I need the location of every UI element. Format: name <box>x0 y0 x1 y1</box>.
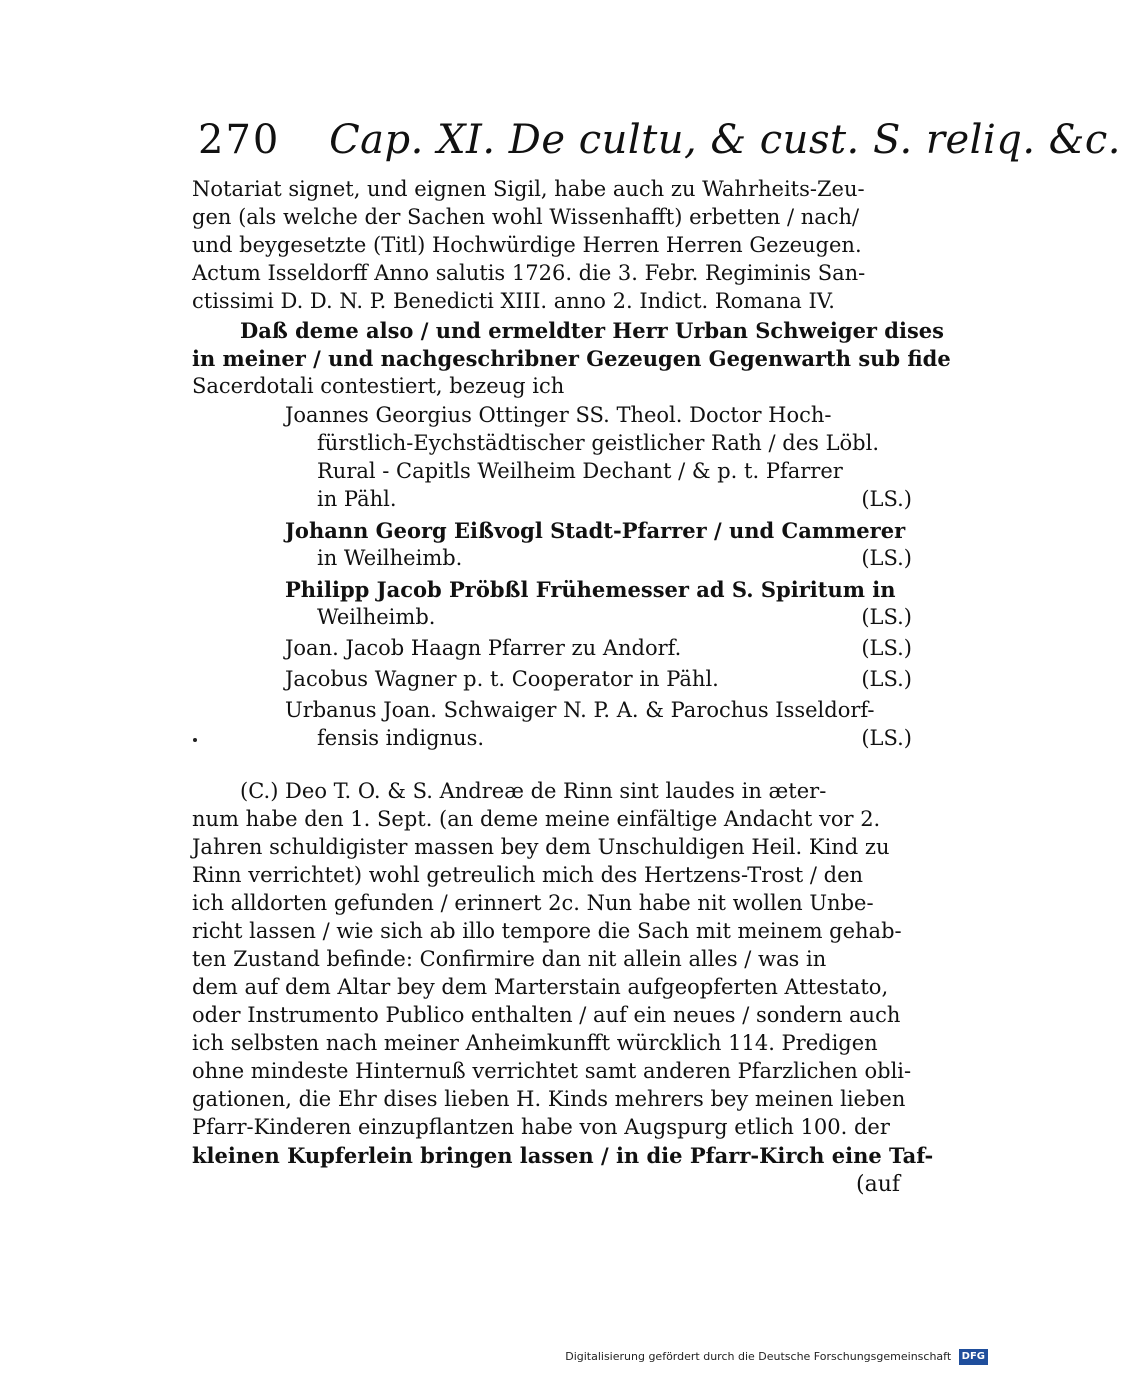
witness-line: Joan. Jacob Haagn Pfarrer zu Andorf. <box>285 636 682 660</box>
page-number: 270 <box>198 117 281 163</box>
paragraph3-line: (C.) Deo T. O. & S. Andreæ de Rinn sint laudes in æter- <box>240 779 827 803</box>
witness-line: Philipp Jacob Pröbßl Frühemesser ad S. Spiritum in <box>285 577 896 602</box>
witness-line: Jacobus Wagner p. t. Cooperator in Pähl. <box>285 667 719 691</box>
witness-line: Joannes Georgius Ottinger SS. Theol. Doctor Hoch- <box>285 403 832 427</box>
paragraph3-line: richt lassen / wie sich ab illo tempore die Sach mit meinem gehab- <box>192 919 902 943</box>
seal-mark: (LS.) <box>861 605 912 629</box>
witness-line: fensis indignus. <box>317 726 485 750</box>
paragraph2-line: Sacerdotali contestiert, bezeug ich <box>192 374 565 398</box>
witness-entry-last-line <box>285 634 912 663</box>
paragraph3-line: dem auf dem Altar bey dem Marterstain aufgeopferten Attestato, <box>192 975 889 999</box>
witness-entry-last-line <box>317 724 912 753</box>
paragraph3-line: ohne mindeste Hinternuß verrichtet samt anderen Pfarzlichen obli- <box>192 1059 912 1083</box>
seal-mark: (LS.) <box>861 487 912 511</box>
paragraph3-line: kleinen Kupferlein bringen lassen / in die Pfarr-Kirch eine Taf- <box>192 1143 934 1168</box>
witness-entry-last-line <box>317 603 912 632</box>
paragraph1-line: Actum Isseldorff Anno salutis 1726. die 3. Febr. Regiminis San- <box>192 261 866 285</box>
witness-line: fürstlich-Eychstädtischer geistlicher Rath / des Löbl. <box>317 431 879 455</box>
paragraph2-line: in meiner / und nachgeschribner Gezeugen Gegenwarth sub fide <box>192 346 951 371</box>
paragraph3-line: Rinn verrichtet) wohl getreulich mich des Hertzens-Trost / den <box>192 863 864 887</box>
catchword: (auf <box>856 1172 901 1197</box>
seal-mark: (LS.) <box>861 726 912 750</box>
paragraph3-line: ich alldorten gefunden / erinnert 2c. Nun habe nit wollen Unbe- <box>192 891 874 915</box>
footer-text: Digitalisierung gefördert durch die Deutsche Forschungsgemeinschaft <box>565 1350 952 1363</box>
paragraph1-line: gen (als welche der Sachen wohl Wissenhafft) erbetten / nach/ <box>192 205 860 229</box>
seal-mark: (LS.) <box>861 636 912 660</box>
witness-line: Johann Georg Eißvogl Stadt-Pfarrer / und Cammerer <box>285 518 906 543</box>
running-title: Cap. XI. De cultu, & cust. S. reliq. &c. <box>329 117 1121 163</box>
witness-entry-last-line <box>317 485 912 514</box>
paragraph3-line: Jahren schuldigister massen bey dem Unschuldigen Heil. Kind zu <box>192 835 890 859</box>
seal-mark: (LS.) <box>861 546 912 570</box>
witness-entry-last-line <box>317 544 912 573</box>
paragraph3-line: Pfarr-Kinderen einzupflantzen habe von Augspurg etlich 100. der <box>192 1115 890 1139</box>
witness-entry-last-line <box>285 665 912 694</box>
paragraph3-line: num habe den 1. Sept. (an deme meine einfältige Andacht vor 2. <box>192 807 881 831</box>
digitization-footer <box>565 1346 988 1368</box>
paragraph1-line: Notariat signet, und eignen Sigil, habe auch zu Wahrheits-Zeu- <box>192 177 865 201</box>
paragraph3-line: ich selbsten nach meiner Anheimkunfft würcklich 114. Predigen <box>192 1031 878 1055</box>
paragraph3-line: oder Instrumento Publico enthalten / auf ein neues / sondern auch <box>192 1003 901 1027</box>
witness-line: in Weilheimb. <box>317 546 463 570</box>
dfg-logo: DFG <box>959 1349 988 1365</box>
paragraph3-line: ten Zustand befinde: Confirmire dan nit allein alles / was in <box>192 947 827 971</box>
page-header <box>198 112 1121 168</box>
paragraph1-line: ctissimi D. D. N. P. Benedicti XIII. anno 2. Indict. Romana IV. <box>192 289 835 313</box>
witness-line: in Pähl. <box>317 487 397 511</box>
paragraph1-line: und beygesetzte (Titl) Hochwürdige Herren Herren Gezeugen. <box>192 233 862 257</box>
seal-mark: (LS.) <box>861 667 912 691</box>
paragraph3-line: gationen, die Ehr dises lieben H. Kinds mehrers bey meinen lieben <box>192 1087 906 1111</box>
paragraph2-line: Daß deme also / und ermeldter Herr Urban Schweiger dises <box>240 318 944 343</box>
witness-line: Urbanus Joan. Schwaiger N. P. A. & Parochus Isseldorf- <box>285 698 875 722</box>
ink-speck <box>193 738 197 742</box>
witness-line: Weilheimb. <box>317 605 436 629</box>
witness-line: Rural - Capitls Weilheim Dechant / & p. t. Pfarrer <box>317 459 843 483</box>
